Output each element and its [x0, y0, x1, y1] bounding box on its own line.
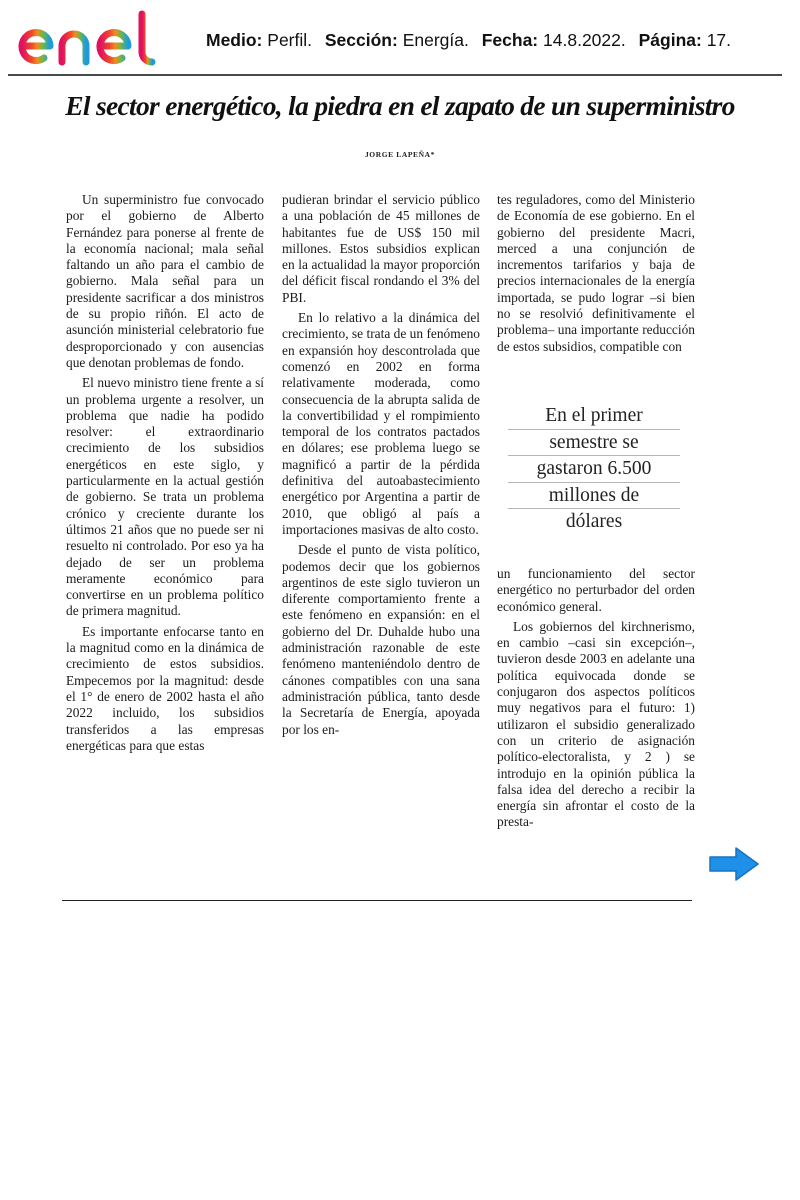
article-column-2 [282, 192, 480, 742]
seccion-label: Sección: [324, 30, 398, 50]
article-column-1 [66, 192, 264, 758]
fecha-label: Fecha: [481, 30, 539, 50]
medio-label: Medio: [206, 30, 263, 50]
header-divider [8, 74, 782, 76]
paragraph: Es importante enfocarse tanto en la magnitud como en la dinámica de crecimiento de estos subsidios. Empecemos por la magnitud: desde el 1° de enero de 2002 hasta el año 2022 incluido, los subsidios transferidos a las empresas energéticas para que estas [66, 623, 264, 753]
paragraph: Los gobiernos del kirchnerismo, en cambio –casi sin excepción–, tuvieron desde 2003 en adelante una política equivocada donde se conjugaron dos aspectos políticos muy negativos para el futuro: 1) utilizaron el subsidio generalizado con un criterio de asignación político-electoralista, y 2 ) se introdujo en la opinión pública la falsa idea del derecho a recibir la energía sin afrontar el costo de la presta- [497, 618, 695, 830]
paragraph: En lo relativo a la dinámica del crecimiento, se trata de un fenómeno en expansión hoy descontrolada que comenzó en 2002 en forma relativamente moderada, como consecuencia de la abrupta salida de la convertibilidad y el rompimiento temporal de los contratos pactados en dólares; ese problema luego se magnificó a partir de la pérdida definitiva del autoabastecimiento energético por Argentina a partir de 2010, que obligó al país a importaciones masivas de alto costo. [282, 310, 480, 537]
article-column-3-top [497, 192, 695, 359]
article-byline: JORGE LAPEÑA* [364, 150, 436, 159]
pull-quote-line: millones de [508, 483, 680, 510]
paragraph: Desde el punto de vista político, podemos decir que los gobiernos argentinos de este siglo tuvieron un diferente comportamiento frente a este fenómeno en expansión: en el gobierno del Dr. Duhalde hubo una administración razonable de este fenómeno manteniéndolo dentro de cánones compatibles con una sana administración pública, tanto desde la Secretaría de Energía, apoyada por los en- [282, 542, 480, 737]
paragraph: Un superministro fue convocado por el gobierno de Alberto Fernández para ponerse al frente de la economía nacional; mala señal faltando un año para el cambio de gobierno. Mala señal para un presidente sacrificar a dos ministros de su propio riñón. El acto de asunción ministerial celebratorio fue desproporcionado y con ausencias que denotan problemas de fondo. [66, 192, 264, 370]
fecha-value: 14.8.2022. [543, 30, 626, 50]
article-headline: El sector energético, la piedra en el zapato de un superministro [65, 90, 735, 121]
pull-quote-line: dólares [565, 511, 623, 532]
pull-quote-line: gastaron 6.500 [508, 456, 680, 483]
footer-divider [62, 900, 692, 901]
paragraph: un funcionamiento del sector energético no perturbador del orden económico general. [497, 566, 695, 614]
pull-quote-line: En el primer [508, 403, 680, 430]
pull-quote-line: semestre se [508, 430, 680, 457]
paragraph: tes reguladores, como del Ministerio de Economía de ese gobierno. En el gobierno del presidente Macri, merced a una conjunción de incrementos tarifarios y baja de precios internacionales de la energía importada, se pudo lograr –si bien no se resolvió definitivamente el problema– una importante reducción de estos subsidios, compatible con [497, 192, 695, 354]
paragraph: pudieran brindar el servicio público a una población de 45 millones de habitantes fue de US$ 150 mil millones. Estos subsidios explican en la actualidad la mayor proporción del déficit fiscal rondando el 3% del PBI. [282, 192, 480, 305]
next-page-arrow-icon[interactable] [708, 846, 760, 882]
pagina-label: Página: [638, 30, 702, 50]
pull-quote [508, 403, 680, 535]
article-column-3-bottom [497, 566, 695, 835]
paragraph: El nuevo ministro tiene frente a sí un problema urgente a resolver, un problema que nadie ha podido resolver: el extraordinario crecimiento de los subsidios energéticos en este siglo, y particularmente en la actual gestión de gobierno. Se trata un problema crónico y creciente durante los últimos 21 años que no puede ser ni resuelto ni controlado. Por eso ya ha dejado de ser un problema meramente económico para convertirse en un problema político de primera magnitud. [66, 375, 264, 619]
medio-value: Perfil. [267, 30, 312, 50]
publication-meta [206, 30, 731, 51]
seccion-value: Energía. [402, 30, 469, 50]
enel-logo [16, 8, 171, 70]
pagina-value: 17. [706, 30, 732, 50]
